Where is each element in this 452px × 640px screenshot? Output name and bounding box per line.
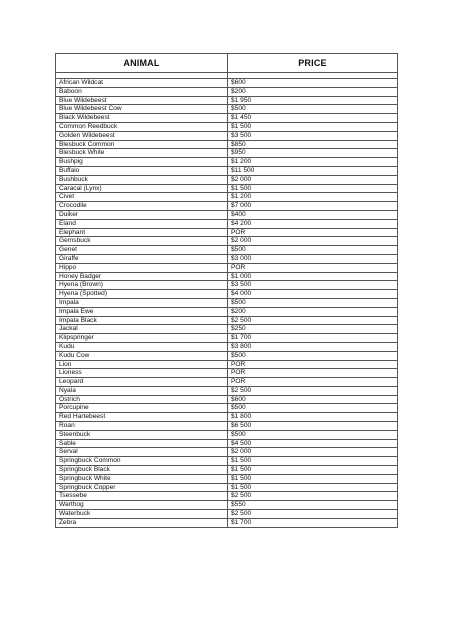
animal-name-cell: Blue Wildebeest [56,96,228,105]
table-row [56,228,398,237]
price-cell: $200 [228,87,398,96]
animal-name-cell: Porcupine [56,404,228,413]
animal-name-cell: Blesbuck White [56,149,228,158]
price-cell: $1 000 [228,272,398,281]
price-cell: $2 000 [228,175,398,184]
table-row [56,149,398,158]
price-cell: $3 800 [228,342,398,351]
price-cell: POR [228,263,398,272]
price-cell: $600 [228,79,398,88]
price-cell: $500 [228,105,398,114]
table-body [56,73,398,528]
price-cell: $600 [228,395,398,404]
price-cell: $1 500 [228,457,398,466]
table-row [56,140,398,149]
price-cell: $1 500 [228,474,398,483]
table-row [56,448,398,457]
table-row [56,166,398,175]
price-cell: $550 [228,501,398,510]
animal-name-cell: Impala [56,298,228,307]
header-row [56,54,398,73]
table-row [56,254,398,263]
price-cell: $500 [228,404,398,413]
table-row [56,325,398,334]
price-cell: $2 000 [228,237,398,246]
table-row [56,272,398,281]
table-row [56,237,398,246]
price-cell: $2 500 [228,316,398,325]
column-header-animal: ANIMAL [56,54,228,73]
price-cell: $4 500 [228,439,398,448]
animal-name-cell: Blesbuck Common [56,140,228,149]
table-row [56,298,398,307]
price-cell: $2 500 [228,492,398,501]
animal-name-cell: Steenbuck [56,430,228,439]
animal-name-cell: Waterbuck [56,510,228,519]
animal-name-cell: Elephant [56,228,228,237]
animal-name-cell: Hyena (Spotted) [56,290,228,299]
animal-name-cell: Nyala [56,386,228,395]
animal-name-cell: Hyena (Brown) [56,281,228,290]
table-row [56,518,398,527]
price-cell: $1 950 [228,96,398,105]
table-row [56,360,398,369]
animal-name-cell: Blue Wildebeest Cow [56,105,228,114]
table-row [56,466,398,475]
price-cell: $1 500 [228,466,398,475]
price-cell: $200 [228,307,398,316]
table-row [56,122,398,131]
price-cell: $1 500 [228,184,398,193]
table-row [56,501,398,510]
price-cell: $1 500 [228,122,398,131]
price-cell: $850 [228,140,398,149]
price-cell: $2 500 [228,510,398,519]
table-row [56,378,398,387]
column-header-price: PRICE [228,54,398,73]
animal-name-cell: Bushbuck [56,175,228,184]
table-row [56,316,398,325]
animal-name-cell: Genet [56,246,228,255]
animal-name-cell: Springbuck White [56,474,228,483]
table-row [56,492,398,501]
animal-name-cell: Giraffe [56,254,228,263]
price-cell: $500 [228,246,398,255]
price-cell: POR [228,360,398,369]
price-cell: $1 200 [228,158,398,167]
table-row [56,510,398,519]
price-cell: $950 [228,149,398,158]
price-cell: $7 000 [228,202,398,211]
animal-name-cell: Crocodile [56,202,228,211]
animal-name-cell: Eland [56,219,228,228]
price-cell: POR [228,228,398,237]
animal-name-cell: Jackal [56,325,228,334]
table-row [56,395,398,404]
animal-name-cell: Lioness [56,369,228,378]
animal-name-cell: Baboon [56,87,228,96]
price-cell: $3 500 [228,131,398,140]
animal-name-cell: Warthog [56,501,228,510]
animal-name-cell: Ostrich [56,395,228,404]
animal-name-cell: Springbuck Black [56,466,228,475]
price-cell: $4 000 [228,290,398,299]
table-row [56,202,398,211]
table-row [56,219,398,228]
price-cell: POR [228,378,398,387]
animal-name-cell: Duiker [56,210,228,219]
animal-name-cell: Golden Wildebeest [56,131,228,140]
animal-name-cell: Gemsbuck [56,237,228,246]
table-row [56,246,398,255]
table-row [56,307,398,316]
table-row [56,342,398,351]
table-row [56,483,398,492]
animal-name-cell: Klipspringer [56,334,228,343]
animal-name-cell: Impala Ewe [56,307,228,316]
price-cell: $500 [228,351,398,360]
animal-name-cell: Bushpig [56,158,228,167]
animal-name-cell: Serval [56,448,228,457]
price-cell: $2 000 [228,448,398,457]
table-row [56,131,398,140]
animal-name-cell: Roan [56,422,228,431]
table-row [56,334,398,343]
animal-name-cell: Kudu [56,342,228,351]
animal-name-cell: Leopard [56,378,228,387]
price-cell: $400 [228,210,398,219]
table-row [56,386,398,395]
price-cell: $250 [228,325,398,334]
animal-name-cell: Black Wildebeest [56,114,228,123]
price-cell: $6 500 [228,422,398,431]
animal-price-table [55,53,398,528]
table-row [56,439,398,448]
price-cell: $1 450 [228,114,398,123]
table-row [56,105,398,114]
table-row [56,193,398,202]
table-row [56,430,398,439]
animal-name-cell: Honey Badger [56,272,228,281]
animal-name-cell: Sable [56,439,228,448]
table-row [56,184,398,193]
table-row [56,474,398,483]
table-row [56,210,398,219]
animal-name-cell: Caracal (Lynx) [56,184,228,193]
price-cell: $500 [228,298,398,307]
price-cell: $500 [228,430,398,439]
price-cell: $1 200 [228,193,398,202]
animal-name-cell: Lion [56,360,228,369]
price-cell: $1 700 [228,334,398,343]
price-cell: $2 500 [228,386,398,395]
price-cell: POR [228,369,398,378]
table-row [56,422,398,431]
animal-name-cell: Zebra [56,518,228,527]
table-row [56,79,398,88]
table-row [56,404,398,413]
price-cell: $1 700 [228,518,398,527]
price-cell: $3 500 [228,281,398,290]
price-cell: $4 200 [228,219,398,228]
table-row [56,413,398,422]
animal-name-cell: Tsessebe [56,492,228,501]
animal-name-cell: Civet [56,193,228,202]
table-row [56,158,398,167]
table-row [56,96,398,105]
animal-name-cell: Springbuck Copper [56,483,228,492]
table-row [56,281,398,290]
animal-name-cell: Buffalo [56,166,228,175]
table-row [56,351,398,360]
animal-name-cell: Hippo [56,263,228,272]
price-cell: $3 000 [228,254,398,263]
animal-name-cell: Red Hartebeest [56,413,228,422]
table-row [56,175,398,184]
animal-name-cell: Springbuck Common [56,457,228,466]
price-cell: $11 500 [228,166,398,175]
table-row [56,263,398,272]
price-cell: $1 800 [228,413,398,422]
table-row [56,114,398,123]
animal-name-cell: African Wildcat [56,79,228,88]
animal-name-cell: Impala Black [56,316,228,325]
table-row [56,87,398,96]
animal-name-cell: Common Reedbuck [56,122,228,131]
table-row [56,290,398,299]
price-cell: $1 500 [228,483,398,492]
table-row [56,369,398,378]
table-row [56,457,398,466]
animal-name-cell: Kudu Cow [56,351,228,360]
